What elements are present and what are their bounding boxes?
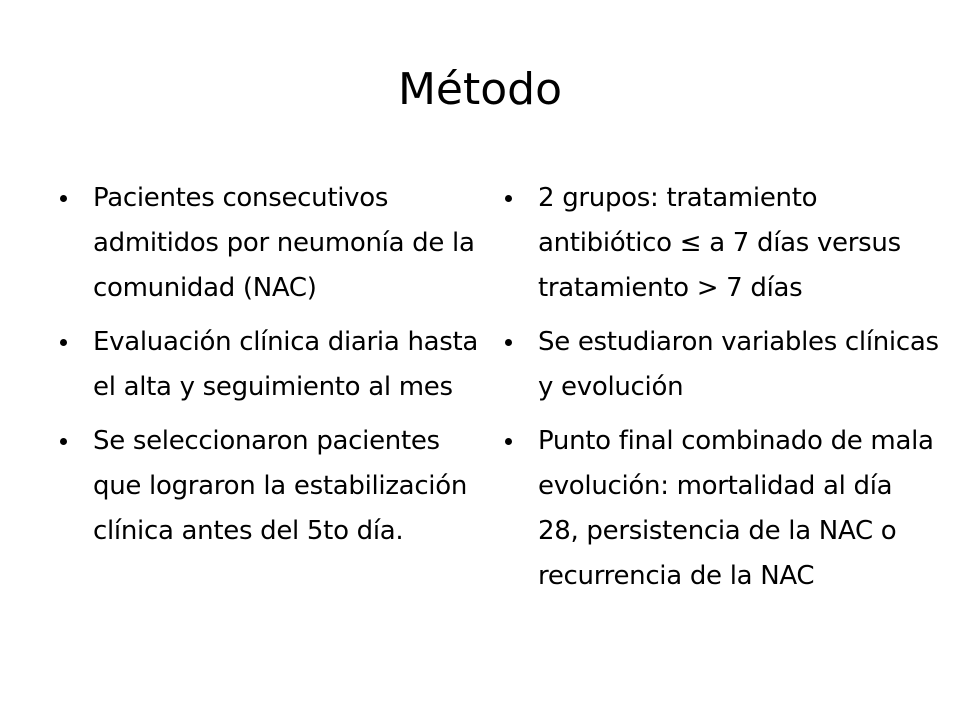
bullet-icon [505, 339, 512, 346]
bullet-text: Se seleccionaron pacientes que lograron la estabilización clínica antes del 5to día. [93, 426, 468, 546]
bullet-item [505, 320, 940, 410]
bullet-icon [505, 195, 512, 202]
bullet-text: 2 grupos: tratamiento antibiótico ≤ a 7 días versus tratamiento > 7 días [538, 183, 901, 303]
bullet-icon [505, 438, 512, 445]
bullet-text: Evaluación clínica diaria hasta el alta y seguimiento al mes [93, 327, 479, 402]
slide-title: Método [397, 64, 563, 115]
bullet-icon [60, 195, 67, 202]
bullet-item [60, 419, 485, 554]
bullet-icon [60, 438, 67, 445]
bullet-item [60, 320, 485, 410]
bullet-text: Se estudiaron variables clínicas y evolución [538, 327, 939, 402]
bullet-text: Punto final combinado de mala evolución: mortalidad al día 28, persistencia de la NAC o recurrencia de la NAC [538, 426, 934, 591]
right-bullet-list [505, 176, 940, 608]
bullet-item [505, 176, 940, 311]
bullet-text: Pacientes consecutivos admitidos por neumonía de la comunidad (NAC) [93, 183, 475, 303]
left-bullet-list [60, 176, 485, 563]
bullet-item [60, 176, 485, 311]
bullet-item [505, 419, 940, 599]
bullet-icon [60, 339, 67, 346]
